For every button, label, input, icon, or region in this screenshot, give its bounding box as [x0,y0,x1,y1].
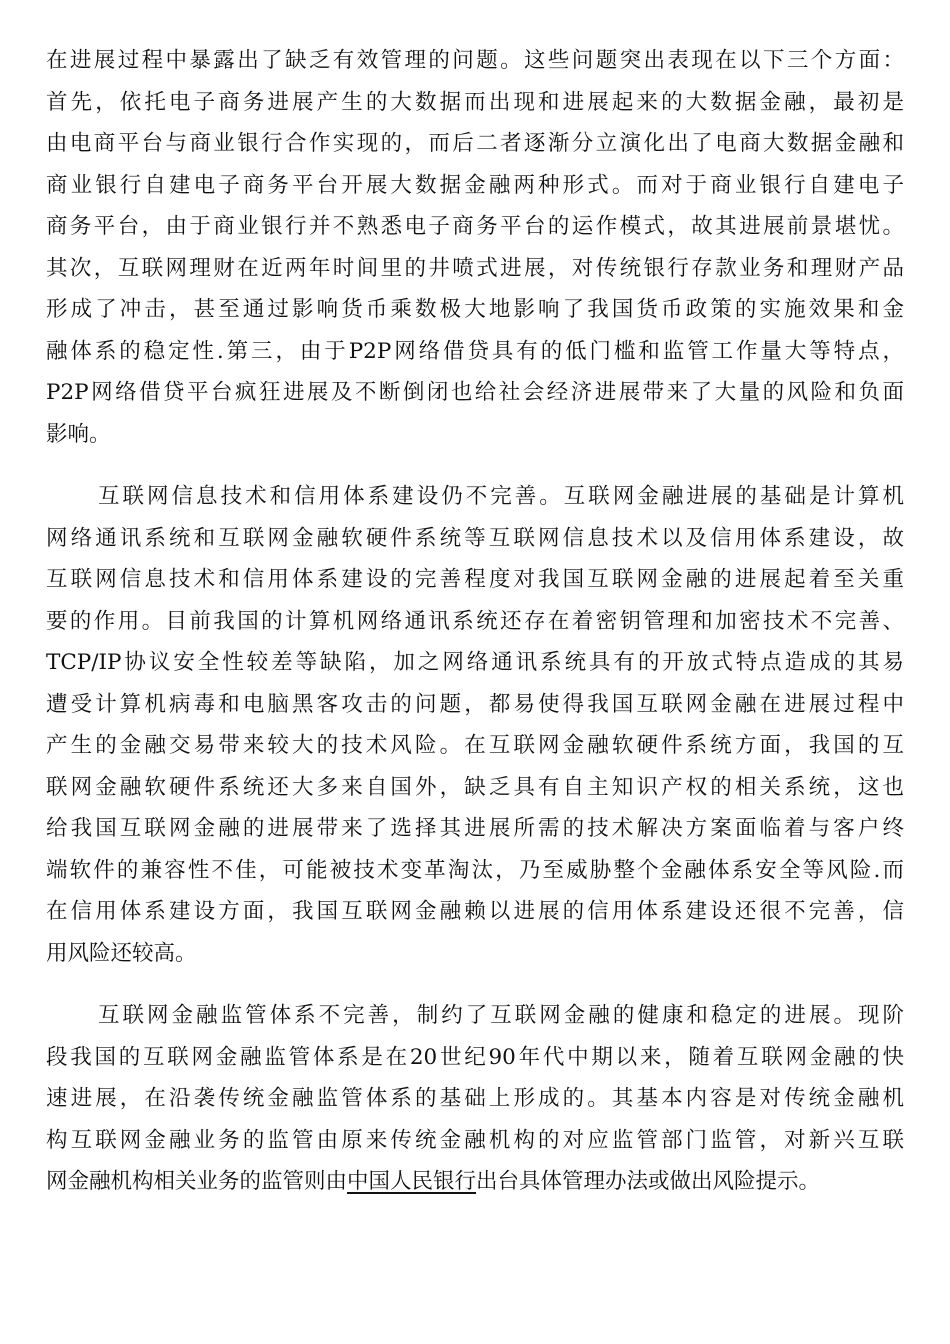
paragraph-spacer [46,974,904,995]
paragraph-spacer [46,455,904,476]
text-line: 形成了冲击，甚至通过影响货币乘数极大地影响了我国货币政策的实施效果和金 [46,297,904,322]
text-line: 用风险还较高。 [46,940,197,966]
text-line: 在信用体系建设方面，我国互联网金融赖以进展的信用体系建设还很不完善，信 [46,899,904,924]
text-line: 联网金融软硬件系统还大多来自国外，缺乏具有自主知识产权的相关系统，这也 [46,774,904,800]
text-line: 构互联网金融业务的监管由原来传统金融机构的对应监管部门监管，对新兴互联 [46,1127,904,1153]
text-line: 段我国的互联网金融监管体系是在20世纪90年代中期以来，随着互联网金融的快 [46,1044,904,1070]
text-line: 给我国互联网金融的进展带来了选择其进展所需的技术解决方案面临着与客户终 [46,816,904,841]
text-line: 网络通讯系统和互联网金融软硬件系统等互联网信息技术以及信用体系建设，故 [46,525,904,551]
text-line: 商业银行自建电子商务平台开展大数据金融两种形式。而对于商业银行自建电子 [46,172,904,198]
text-segment: 出台具体管理办法或做出风险提示。 [476,1169,821,1194]
text-line: 首先，依托电子商务进展产生的大数据而出现和进展起来的大数据金融，最初是 [46,89,904,115]
text-line: 融体系的稳定性.第三，由于P2P网络借贷具有的低门槛和监管工作量大等特点， [46,338,904,364]
text-line: 遭受计算机病毒和电脑黑客攻击的问题，都易使得我国互联网金融在进展过程中 [46,691,904,717]
paragraph-3 [46,995,904,1203]
text-line: 速进展，在沿袭传统金融监管体系的基础上形成的。其基本内容是对传统金融机 [46,1086,904,1111]
text-line: P2P网络借贷平台疯狂进展及不断倒闭也给社会经济进展带来了大量的风险和负面 [46,380,904,405]
text-line: 由电商平台与商业银行合作实现的，而后二者逐渐分立演化出了电商大数据金融和 [46,131,904,156]
text-line: 其次，互联网理财在近两年时间里的井喷式进展，对传统银行存款业务和理财产品 [46,255,904,281]
paragraph-2 [46,476,904,974]
text-line: 在进展过程中暴露出了缺乏有效管理的问题。这些问题突出表现在以下三个方面： [46,48,904,73]
text-line: 互联网信息技术和信用体系建设的完善程度对我国互联网金融的进展起着至关重 [46,567,904,592]
text-line-with-link [46,1161,904,1203]
text-line: 端软件的兼容性不佳，可能被技术变革淘汰，乃至威胁整个金融体系安全等风险.而 [46,857,904,883]
text-line: 影响。 [46,421,111,447]
text-line: 互联网金融监管体系不完善，制约了互联网金融的健康和稳定的进展。现阶 [98,1003,904,1028]
text-line: 商务平台，由于商业银行并不熟悉电子商务平台的运作模式，故其进展前景堪忧。 [46,214,904,239]
pboc-link[interactable]: 中国人民银行 [347,1169,477,1194]
text-segment: 网金融机构相关业务的监管则由 [46,1169,348,1194]
text-line: 互联网信息技术和信用体系建设仍不完善。互联网金融进展的基础是计算机 [98,484,904,509]
text-line: 要的作用。目前我国的计算机网络通讯系统还存在着密钥管理和加密技术不完善、 [46,608,904,634]
paragraph-1 [46,40,904,455]
document-page [46,40,904,1203]
text-line: TCP/IP协议安全性较差等缺陷，加之网络通讯系统具有的开放式特点造成的其易 [46,650,904,675]
text-line: 产生的金融交易带来较大的技术风险。在互联网金融软硬件系统方面，我国的互 [46,733,904,758]
